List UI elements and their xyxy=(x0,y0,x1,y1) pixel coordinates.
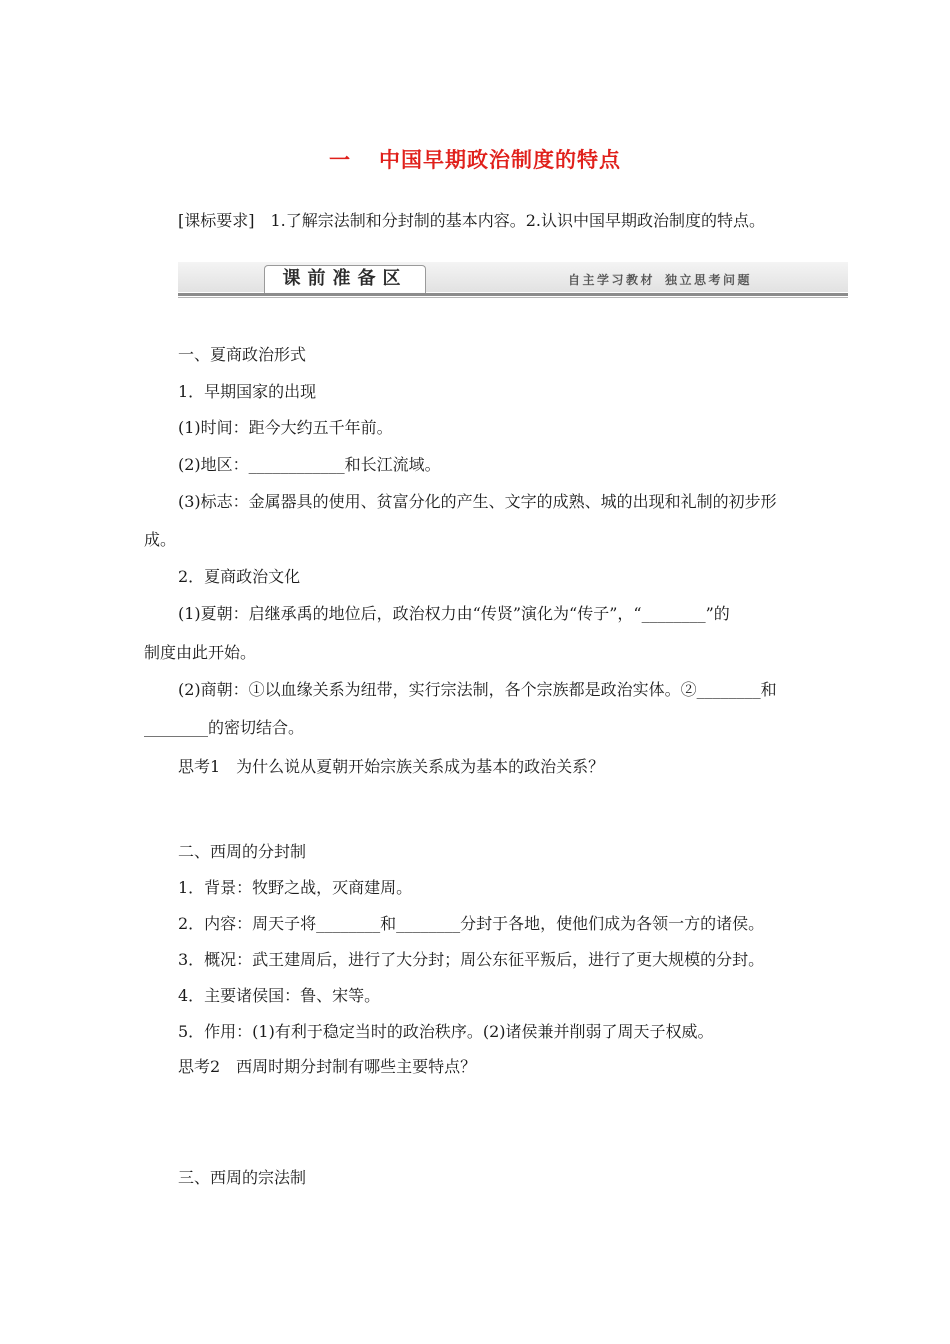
page-title xyxy=(0,144,950,174)
list-item: 4．主要诸侯国：鲁、宋等。 xyxy=(178,986,381,1005)
list-item: 5．作用：(1)有利于稳定当时的政治秩序。(2)诸侯兼并削弱了周天子权威。 xyxy=(178,1022,714,1041)
list-item: (3)标志：金属器具的使用、贫富分化的产生、文字的成熟、城的出现和礼制的初步形 xyxy=(178,492,777,511)
list-item: (2)地区：____________和长江流域。 xyxy=(178,455,441,474)
list-item: 2．内容：周天子将________和________分封于各地，使他们成为各领一方的诸侯。 xyxy=(178,914,765,933)
list-item: 3．概况：武王建周后，进行了大分封；周公东征平叛后，进行了更大规模的分封。 xyxy=(178,950,765,969)
list-item: 2．夏商政治文化 xyxy=(178,567,301,586)
title-number: 一 xyxy=(329,148,351,172)
list-item-continuation: 成。 xyxy=(144,530,177,549)
banner-divider-thin xyxy=(178,297,848,298)
banner-divider xyxy=(178,293,848,296)
section-heading-3: 三、西周的宗法制 xyxy=(178,1168,307,1187)
banner-tab: 课前准备区 xyxy=(264,265,426,293)
think-question-2: 思考2 西周时期分封制有哪些主要特点？ xyxy=(178,1057,477,1076)
list-item: (2)商朝：①以血缘关系为纽带，实行宗法制，各个宗族都是政治实体。②________和 xyxy=(178,680,777,699)
banner-subtitle xyxy=(568,271,752,288)
list-item-continuation: 制度由此开始。 xyxy=(144,643,257,662)
list-item: 1．早期国家的出现 xyxy=(178,382,317,401)
list-item: (1)时间：距今大约五千年前。 xyxy=(178,418,393,437)
banner-subtitle-part1: 自主学习教材 xyxy=(567,273,655,287)
section-banner xyxy=(178,262,848,298)
list-item-continuation: ________的密切结合。 xyxy=(144,718,305,737)
title-text: 中国早期政治制度的特点 xyxy=(379,148,621,172)
think-question-1: 思考1 为什么说从夏朝开始宗族关系成为基本的政治关系？ xyxy=(178,757,605,776)
section-heading-2: 二、西周的分封制 xyxy=(178,842,307,861)
list-item: 1．背景：牧野之战，灭商建周。 xyxy=(178,878,413,897)
banner-subtitle-part2: 独立思考问题 xyxy=(664,273,752,287)
section-heading-1: 一、夏商政治形式 xyxy=(178,345,307,364)
curriculum-requirement: [课标要求] 1.了解宗法制和分封制的基本内容。2.认识中国早期政治制度的特点。 xyxy=(178,211,766,230)
list-item: (1)夏朝：启继承禹的地位后，政治权力由“传贤”演化为“传子”，“________”的 xyxy=(178,604,730,623)
